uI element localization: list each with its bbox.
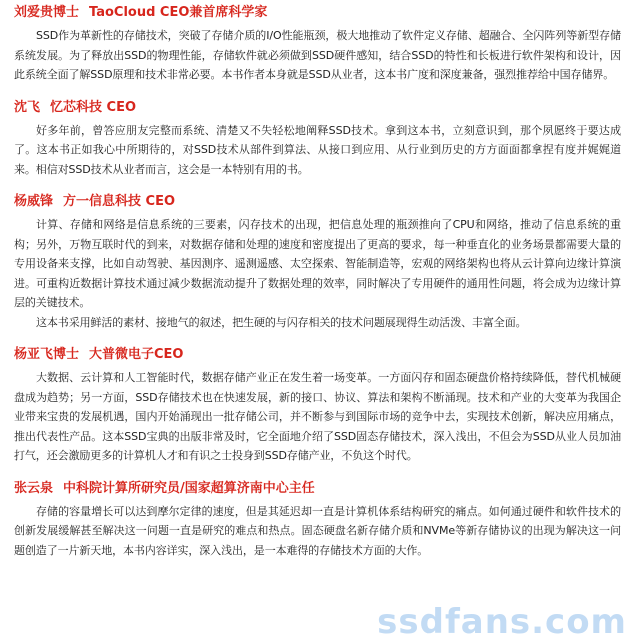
site-watermark: ssdfans.com xyxy=(377,602,627,642)
endorsement-section xyxy=(14,99,621,180)
endorser-name: 刘爱贵博士 xyxy=(14,5,80,20)
endorser-heading xyxy=(14,193,621,211)
endorser-heading xyxy=(14,346,621,364)
endorser-name: 杨亚飞博士 xyxy=(14,347,80,362)
endorsement-paragraph: 计算、存储和网络是信息系统的三要素，闪存技术的出现，把信息处理的瓶颈推向了CPU和网络，推动了信息系统的重构；另外，万物互联时代的到来，对数据存储和处理的速度和密度提出了更高的要求，每一种垂直化的业务场景都需要大量的专用设备来支撑，比如自动驾驶、基因测序、遥测遥感、太空探索、智能制造等，宏观的网络架构也将从云计算向边缘计算演进。可重构近数据计算技术通过减少数据流动提升了数据处理的效率，同时解决了专用硬件的通用性问题，将会成为边缘计算层的关键技术。 xyxy=(14,218,621,309)
endorsement-section xyxy=(14,4,621,85)
endorser-name: 张云泉 xyxy=(14,480,54,496)
endorsement-section xyxy=(14,193,621,332)
endorsement-section xyxy=(14,346,621,466)
endorser-heading xyxy=(14,99,621,117)
endorser-title: 中科院计算所研究员/国家超算济南中心主任 xyxy=(63,480,315,496)
endorsement-paragraph: 好多年前，曾答应朋友完整而系统、清楚又不失轻松地阐释SSD技术。拿到这本书，立刻意识到，那个夙愿终于要达成了。这本书正如我心中所期待的，对SSD技术从部件到算法、从接口到应用、从行业到历史的方方面面都拿捏有度并娓娓道来。相信对SSD技术从业者而言，这会是一本特别有用的书。 xyxy=(14,123,621,176)
endorser-title: 忆芯科技 CEO xyxy=(50,99,137,115)
endorsement-paragraph: 存储的容量增长可以达到摩尔定律的速度，但是其延迟却一直是计算机体系结构研究的痛点。如何通过硬件和软件技术的创新发展缓解甚至解决这一问题一直是研究的难点和热点。固态硬盘名新存储介质和NVMe等新存储协议的出现为解决这一问题创造了一片新天地，本书内容详实，深入浅出，是一本难得的存储技术方面的大作。 xyxy=(14,504,621,557)
endorsement-paragraph: 大数据、云计算和人工智能时代，数据存储产业正在发生着一场变革。一方面闪存和固态硬盘价格持续降低，替代机械硬盘成为趋势；另一方面，SSD存储技术也在快速发展，新的接口、协议、算法和架构不断涌现。技术和产业的大变革为我国企业带来宝贵的发展机遇，国内开始涌现出一批存储公司，并不断参与到国际市场的竞争中去，实现技术创新，解决应用痛点，推出代表性产品。这本SSD宝典的出版非常及时，它全面地介绍了SSD固态存储技术，深入浅出，不但会为SSD从业人员加油打气，还会激励更多的计算机人才和有识之士投身到SSD存储产业，不负这个时代。 xyxy=(14,371,621,462)
endorser-name: 沈飞 xyxy=(14,99,41,115)
endorser-heading xyxy=(14,4,621,22)
endorsement-section xyxy=(14,480,621,561)
endorser-heading xyxy=(14,480,621,498)
endorser-name: 杨威锋 xyxy=(14,194,54,209)
endorser-title: TaoCloud CEO兼首席科学家 xyxy=(89,5,268,20)
endorsement-paragraph: SSD作为革新性的存储技术，突破了存储介质的I/O性能瓶颈，极大地推动了软件定义存储、超融合、全闪阵列等新型存储系统发展。为了释放出SSD的物理性能，存储软件就必须做到SSD硬件感知，结合SSD的特性和长板进行软件架构和设计，因此系统全面了解SSD原理和技术非常必要。本书作者本身就是SSD从业者，这本书广度和深度兼备，强烈推荐给中国存储界。 xyxy=(14,29,621,81)
endorser-title: 方一信息科技 CEO xyxy=(63,194,176,209)
endorsement-paragraph: 这本书采用鲜活的素材、接地气的叙述，把生硬的与闪存相关的技术问题展现得生动活泼、丰富全面。 xyxy=(36,315,527,329)
endorser-title: 大普微电子CEO xyxy=(89,347,184,362)
